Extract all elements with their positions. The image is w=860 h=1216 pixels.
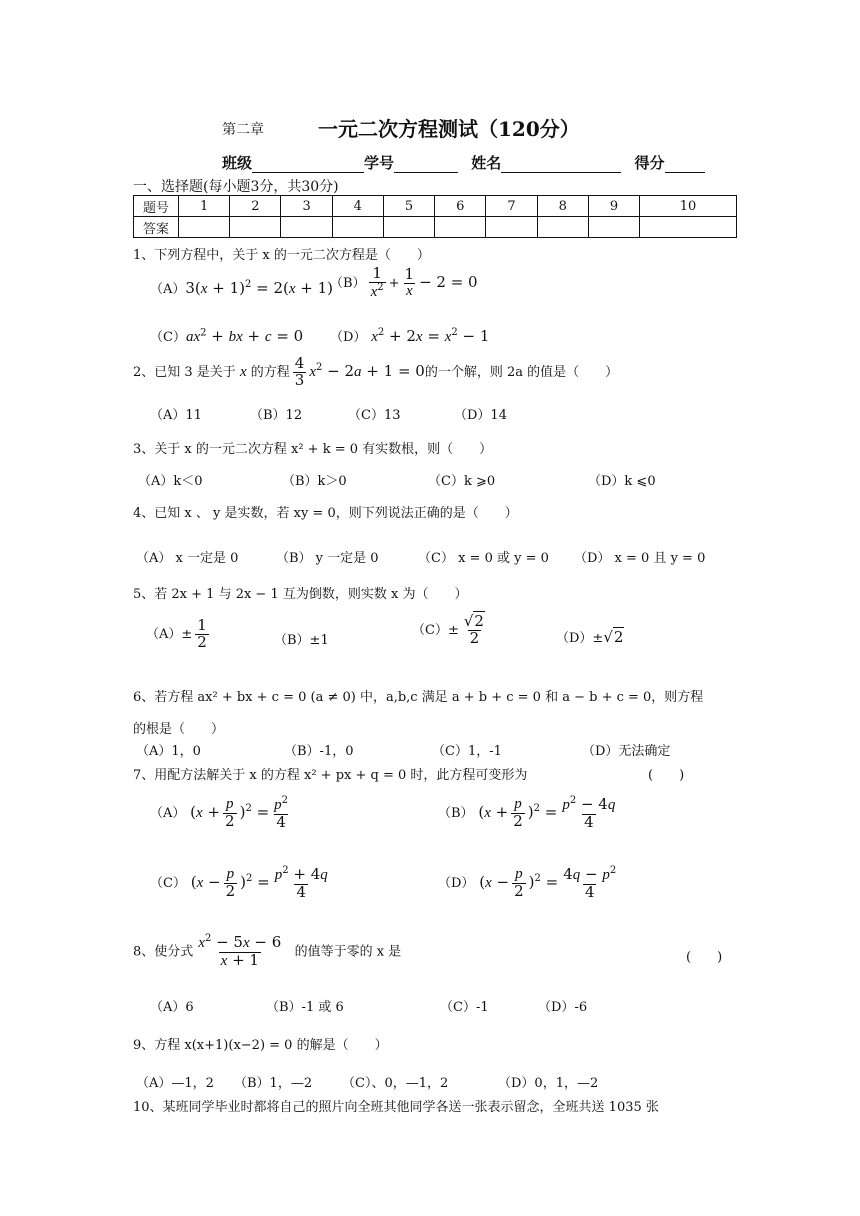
q7-option-d: （D） (x − $\frac{p}{2}$ )$^2$ = $\frac{4q - p^2}{4}$ xyxy=(438,865,617,901)
answer-cell[interactable] xyxy=(640,217,737,238)
q3-option-c: （C）k ⩾0 xyxy=(428,474,496,489)
name-label: 姓名 xyxy=(471,154,502,172)
q8-option-b: （B）-1 或 6 xyxy=(266,1000,344,1015)
q9-option-a: （A）—1，2 xyxy=(136,1076,214,1091)
id-blank[interactable] xyxy=(394,158,458,173)
table-cell: 2 xyxy=(230,196,281,217)
q7-option-a: （A） (x + $\frac{p}{2}$ )$^2$ = $\frac{p^2}{4}$ xyxy=(150,795,289,831)
q10-stem: 10、某班同学毕业时都将自己的照片向全班其他同学各送一张表示留念，全班共送 1035 张 xyxy=(133,1100,659,1115)
class-label: 班级 xyxy=(222,154,253,172)
q4-stem: 4、已知 x 、 y 是实数，若 xy = 0，则下列说法正确的是（ ） xyxy=(133,506,518,521)
q9-stem: 9、方程 x(x+1)(x−2) = 0 的解是（ ） xyxy=(133,1038,388,1053)
answer-cell[interactable] xyxy=(179,217,230,238)
q6-option-d: （D）无法确定 xyxy=(582,744,671,759)
answer-cell[interactable] xyxy=(486,217,537,238)
q3-stem: 3、关于 x 的一元二次方程 x² + k = 0 有实数根，则（ ） xyxy=(133,442,493,457)
q2-option-a: （A）11 xyxy=(150,408,202,423)
answer-cell[interactable] xyxy=(383,217,434,238)
q1-option-c: $(C)ax^2$ + bx + c = 0 xyxy=(150,327,304,345)
q9-option-c: （C）、0，—1，2 xyxy=(342,1076,449,1091)
q6-stem: 6、若方程 ax² + bx + c = 0 (a ≠ 0) 中，a,b,c 满足 a + b + c = 0 和 a − b + c = 0，则方程 xyxy=(133,690,704,705)
q2-stem: 2、已知 3 是关于 x 的方程 $\frac{4}{3}$ $x^2 - 2a + 1 = 0$的一个解，则 2a 的值是（ ） xyxy=(133,354,619,389)
answer-cell[interactable] xyxy=(435,217,486,238)
q4-option-d: （D） x = 0 且 y = 0 xyxy=(574,551,706,566)
table-cell: 4 xyxy=(332,196,383,217)
q1-option-a: $(A)3(x + 1)^2 = 2(x + 1)$ xyxy=(150,279,334,297)
q1-option-b: （B） $\frac{1}{x^2}$ + $\frac{1}{x}$ − 2 = 0 xyxy=(330,264,478,300)
answer-cell[interactable] xyxy=(332,217,383,238)
table-cell: 7 xyxy=(486,196,537,217)
q1-stem: 1、下列方程中，关于 x 的一元二次方程是（ ） xyxy=(133,248,430,263)
q7-stem: 7、用配方法解关于 x 的方程 x² + px + q = 0 时，此方程可变形为 xyxy=(133,768,528,783)
class-blank[interactable] xyxy=(252,158,364,173)
q8-option-d: （D）-6 xyxy=(538,1000,588,1015)
q7-option-b: （B） (x + $\frac{p}{2}$ )$^2$ = $\frac{p^2 - 4q}{4}$ xyxy=(438,795,616,831)
table-cell: 9 xyxy=(588,196,639,217)
table-header-cell: 题号 xyxy=(134,196,179,217)
q6-stem-2: 的根是（ ） xyxy=(133,722,225,737)
answer-table xyxy=(133,195,737,238)
q5-option-c: （C）± $\frac{√2}{2}$ xyxy=(412,612,484,647)
q2-option-d: （D）14 xyxy=(454,408,507,423)
table-row xyxy=(134,196,737,217)
q9-option-d: （D）0，1，—2 xyxy=(498,1076,599,1091)
score-blank[interactable] xyxy=(665,158,705,173)
table-header-cell: 答案 xyxy=(134,217,179,238)
table-cell: 8 xyxy=(537,196,588,217)
q6-option-b: （B）-1，0 xyxy=(284,744,354,759)
q9-option-b: （B）1，—2 xyxy=(234,1076,313,1091)
q5-option-a: （A）± $\frac{1}{2}$ xyxy=(146,616,207,651)
q8-option-a: （A）6 xyxy=(150,1000,194,1015)
q4-option-c: （C） x = 0 或 y = 0 xyxy=(418,551,549,566)
q3-option-a: （A）k＜0 xyxy=(138,474,203,489)
q7-option-c: （C） (x − $\frac{p}{2}$ )$^2$ = $\frac{p^2 + 4q}{4}$ xyxy=(150,865,328,901)
q8-option-c: （C）-1 xyxy=(440,1000,489,1015)
q4-option-a: （A） x 一定是 0 xyxy=(136,551,239,566)
id-label: 学号 xyxy=(364,154,395,172)
info-line xyxy=(222,152,705,173)
table-cell: 5 xyxy=(383,196,434,217)
q8-paren: ( ) xyxy=(686,950,723,965)
q2-option-c: （C）13 xyxy=(348,408,401,423)
q1-option-d: （D） $x^2 + 2x = x^2 - 1$ xyxy=(330,327,490,345)
score-label: 得分 xyxy=(634,154,665,172)
q4-option-b: （B） y 一定是 0 xyxy=(276,551,379,566)
answer-cell[interactable] xyxy=(230,217,281,238)
table-row xyxy=(134,217,737,238)
q5-option-b: （B）±1 xyxy=(274,633,329,648)
q6-option-a: （A）1，0 xyxy=(136,744,201,759)
table-cell: 6 xyxy=(435,196,486,217)
chapter-label: 第二章 xyxy=(222,122,264,138)
section-heading: 一、选择题(每小题3分，共30分) xyxy=(133,179,339,195)
q3-option-b: （B）k＞0 xyxy=(282,474,347,489)
answer-cell[interactable] xyxy=(588,217,639,238)
q2-option-b: （B）12 xyxy=(250,408,303,423)
answer-cell[interactable] xyxy=(537,217,588,238)
name-blank[interactable] xyxy=(501,158,621,173)
q5-option-d: （D）±√2 xyxy=(556,628,624,646)
table-cell: 10 xyxy=(640,196,737,217)
q8-stem: 8、使分式 $\frac{x^2 - 5x - 6}{x + 1}$ 的值等于零的 x 是 xyxy=(133,933,402,969)
q3-option-d: （D）k ⩽0 xyxy=(588,474,656,489)
q7-paren: ( ) xyxy=(648,768,685,783)
q6-option-c: （C）1，-1 xyxy=(432,744,502,759)
answer-cell[interactable] xyxy=(281,217,332,238)
table-cell: 3 xyxy=(281,196,332,217)
q5-stem: 5、若 2x + 1 与 2x − 1 互为倒数，则实数 x 为（ ） xyxy=(133,587,468,602)
table-cell: 1 xyxy=(179,196,230,217)
page-title: 一元二次方程测试（120分） xyxy=(318,117,580,141)
